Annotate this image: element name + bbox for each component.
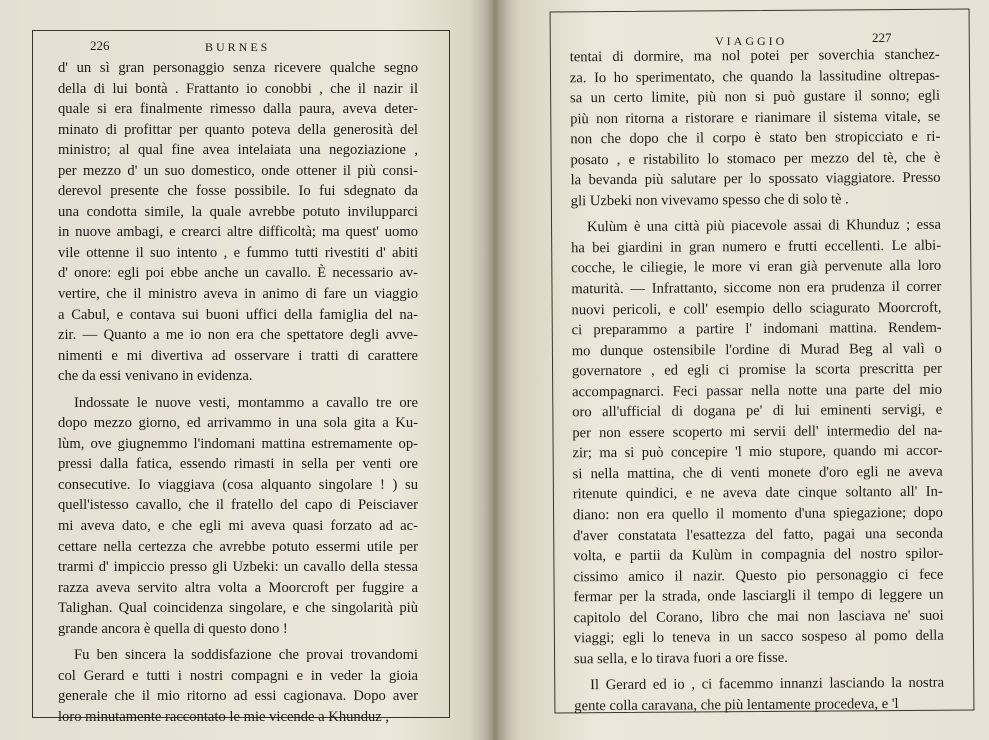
text-line: tentai di dormire, ma nol potei per soverchia stanchez- [569,46,940,66]
text-line: mi aveva dato, e che egli mi aveva quasi forzato ad ac- [58,518,418,535]
text-line: posato , e ristabilito lo stomaco per mezzo del tè, che è [570,149,941,169]
text-line: derevol presente che fosse possibile. Io fui sdegnato da [58,183,418,200]
text-line: d' un sì gran personaggio senza ricevere qualche segno [58,60,418,76]
text-line: ha bei giardini in gran numero e frutti eccellenti. Le albi- [571,237,942,257]
text-line: mo dunque ostensibile l'ordine di Murad Beg al valì o [571,340,942,359]
text-line: pressi dalla fatica, essendo rimasti in sella per venti ore [58,456,418,473]
text-line: zir. — Quanto a me io non era che spettatore degli avve- [58,327,418,344]
text-line: vertire, che il ministro aveva in animo di fare un viaggio [58,286,418,303]
text-line: sa un certo limite, più non si può gustare il sonno; egli [569,87,941,107]
text-line: ministro; al qual fine avea intelaiata una negoziazione , [58,142,418,159]
right-page [500,0,989,740]
text-line: più non ritorna a ristorare e rianimare il sistema vitale, se [570,108,941,127]
text-line: loro minutamente raccontato le mie vicende a Khunduz , [58,708,390,725]
text-line: vile ottenne il suo intento , e fummo tutti rivestiti d' abiti [58,244,418,261]
text-line: col Gerard e tutti i nostri compagni e in veder la gioia [58,667,418,684]
text-line: grande ancora è quella di questo dono ! [58,620,288,637]
text-line: per mezzo d' un suo domestico, onde ottener il più consi- [58,162,418,179]
text-line: zir; ma si può concepire 'l mio stupore, quando mi accor- [572,443,943,462]
text-line: generale che il mio ritorno ad essi cagionava. Dopo aver [58,688,418,705]
text-line: fermar per la strada, onde lasciargli il tempo di leggere un [573,586,944,606]
text-line: gente colla caravana, che più lentamente procedeva, e 'l [574,695,899,715]
text-line: razza aveva servito altra volta a Moorcroft per fuggire a [58,579,418,596]
text-line: cocche, le ciliegie, le more vi eran già pervenute alla loro [571,258,942,277]
text-line: dopo mezzo giorno, ed arrivammo in una sola gita a Ku- [58,415,418,432]
page-number: 227 [872,30,892,45]
text-line: maturità. — Infrattanto, siccome non era prudenza il correr [571,278,942,298]
text-line: a Cabul, e contava sui buoni uffici della famiglia del na- [58,306,418,323]
text-line: cissimo amico il nazir. Questo pio personaggio ci fece [573,566,944,585]
text-line: za. Io ho sperimentato, che quando la lassitudine oltrepas- [569,67,940,86]
text-line: capitolo del Corano, libro che mai non lasciava ne' suoi [573,607,944,627]
text-line: una condotta simile, la quale avrebbe potuto invilupparci [58,203,418,220]
text-line: d' onore: egli poi ebbe anche un cavallo. È necessario av- [58,265,418,282]
text-line: Fu ben sincera la soddisfazione che provai trovandomi [74,647,418,664]
text-line: volta, e partii da Kulùm in compagnia del nostro spilor- [573,545,944,565]
text-line: trarmi d' impiccio presso gli Uzbeki: un cavallo della stessa [58,559,418,576]
text-line: quell'istesso cavallo, che il fratello del capo di Peisciaver [58,497,418,514]
text-line: nuovi pericoli, e coll' esempio dello sciagurato Moorcroft, [571,299,942,318]
text-line: minato di profittar per quanto poteva della generosità del [58,121,418,138]
text-line: quale si era finalmente rimesso dalla paura, aveva deter- [58,101,418,118]
body-text [58,58,418,728]
text-line: ci preparammo a partire l' indomani mattina. Rendem- [571,319,942,339]
text-line: Kulùm è una città più piacevole assai di Khunduz ; essa [586,217,941,236]
text-line: lùm, ove giugnemmo l'indomani mattina estremamente op- [58,435,418,452]
text-line: si nella mattina, che di venti monete d'oro egli ne aveva [572,463,943,483]
text-line: accompagnarci. Feci passar nella notte una parte del mio [572,381,943,401]
text-line: Talighan. Qual coincidenza singolare, e che singolarità più [58,600,418,617]
text-line: oro all'ufficial di dogana pe' di lui eminenti servigi, e [572,402,943,421]
text-line: d'aver constatata l'esattezza del fatto, pagai una seconda [573,525,944,544]
text-line: nimenti e mi divertiva ad osservare i tratti di carattere [58,347,418,364]
text-line: ritenute quindici, e ne aveva date cinque soltanto all' In- [572,484,943,503]
text-line: cettare nella certezza che avrebbe potuto essermi utile per [58,538,418,555]
text-line: Il Gerard ed io , ci facemmo innanzi lasciando la nostra [590,675,945,694]
text-line: diano: non era quello il momento d'una spiegazione; dopo [572,504,943,524]
text-line: viaggi; egli lo teneva in un sacco sospeso al pomo della [573,628,944,647]
text-line: per non essere scoperto mi servii dell' intermedio del na- [572,422,943,442]
text-line: che da essi venivano in evidenza. [58,368,253,385]
running-head: BURNES [205,40,271,54]
body-text [570,45,945,717]
text-line: della di lui bontà . Frattanto io conobbi , che il nazir il [58,80,418,97]
text-line: la bevanda più salutare per lo spossato viaggiatore. Presso [570,169,941,189]
left-page [0,0,490,740]
text-line: non che dopo che il corpo è stato ben stropicciato e ri- [570,128,941,148]
page-number: 226 [90,38,110,53]
text-line: gli Uzbeki non vivevamo spesso che di solo tè . [570,191,849,210]
text-line: governatore , ed egli ci promise la scorta prescritta per [571,360,942,380]
text-line: Indossate le nuove vesti, montammo a cavallo tre ore [74,394,418,411]
book-gutter [470,0,520,740]
running-head: VIAGGIO [715,34,788,48]
text-line: sua sella, e lo tirava fuori a ore fisse. [573,649,788,668]
text-line: in nuove ambagi, e crearci altre difficoltà; ma quest' uomo [58,224,418,241]
text-line: consecutive. Io viaggiava (cosa alquanto singolare ! ) su [58,476,418,493]
